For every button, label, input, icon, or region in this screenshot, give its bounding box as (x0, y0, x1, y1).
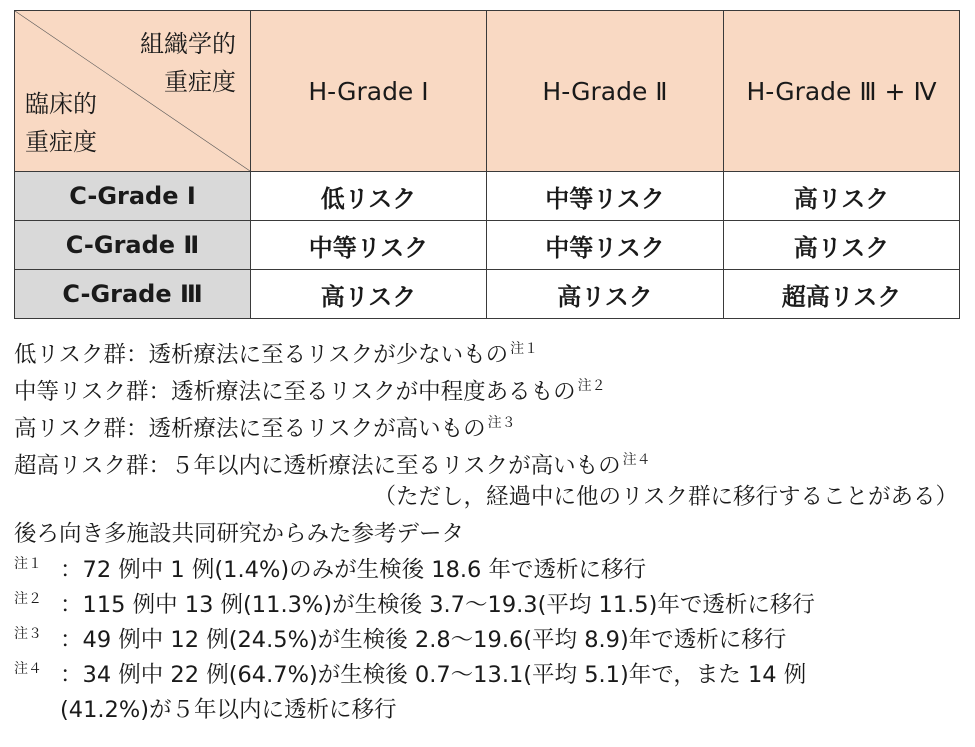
footnote-text: ：115 例中 13 例(11.3%)が生検後 3.7～19.3(平均 11.5)年で透析に移行 (60, 592, 815, 618)
col-header-h-grade-2: H-Grade Ⅱ (487, 11, 724, 172)
table-row (15, 270, 960, 319)
caveat-note: （ただし，経過中に他のリスク群に移行することがある） (373, 484, 958, 510)
risk-definition-text: 中等リスク群：透析療法に至るリスクが中程度あるもの (14, 379, 576, 405)
corner-bottom-line-2: 重症度 (25, 128, 97, 156)
corner-cell (15, 11, 251, 172)
risk-cell: 中等リスク (487, 221, 724, 270)
footnote-3 (14, 623, 962, 658)
footnote-ref: 注１ (510, 341, 539, 357)
row-header-c-grade-3: C-Grade Ⅲ (15, 270, 251, 319)
histological-severity-label (140, 25, 236, 101)
footnote-text: ：72 例中 1 例(1.4%)のみが生検後 18.6 年で透析に移行 (60, 557, 647, 583)
footnote-text: ：49 例中 12 例(24.5%)が生検後 2.8～19.6(平均 8.9)年で透析に移行 (60, 627, 787, 653)
corner-bottom-line-1: 臨床的 (25, 90, 97, 118)
clinical-severity-label (25, 85, 97, 161)
risk-definition-high (14, 405, 962, 442)
footnote-4-continuation: (41.2%)が５年以内に透析に移行 (60, 697, 397, 723)
risk-classification-table (14, 10, 960, 319)
risk-definition-very-high (14, 442, 962, 479)
footnote-ref: 注２ (577, 378, 606, 394)
notes-section (14, 331, 962, 728)
risk-definition-moderate (14, 368, 962, 405)
risk-cell: 超高リスク (724, 270, 960, 319)
reference-data-heading: 後ろ向き多施設共同研究からみた参考データ (14, 521, 465, 547)
risk-definition-text: 超高リスク群：５年以内に透析療法に至るリスクが高いもの (14, 453, 621, 479)
risk-definition-low (14, 331, 962, 368)
footnote-4 (14, 658, 962, 693)
footnote-1 (14, 553, 962, 588)
footnote-ref: 注３ (487, 415, 516, 431)
corner-top-line-1: 組織学的 (140, 30, 236, 58)
risk-definition-text: 高リスク群：透析療法に至るリスクが高いもの (14, 416, 486, 442)
risk-definition-text: 低リスク群：透析療法に至るリスクが少ないもの (14, 342, 509, 368)
footnote-2 (14, 588, 962, 623)
table-row (15, 221, 960, 270)
footnote-ref: 注４ (622, 452, 651, 468)
footnote-mark: 注２ (14, 591, 42, 607)
risk-cell: 高リスク (487, 270, 724, 319)
footnote-mark: 注１ (14, 556, 42, 572)
header-row (15, 11, 960, 172)
col-header-h-grade-1: H-Grade Ⅰ (251, 11, 487, 172)
risk-cell: 高リスク (724, 172, 960, 221)
risk-cell: 中等リスク (251, 221, 487, 270)
row-header-c-grade-2: C-Grade Ⅱ (15, 221, 251, 270)
risk-cell: 低リスク (251, 172, 487, 221)
footnote-mark: 注３ (14, 626, 42, 642)
risk-cell: 高リスク (251, 270, 487, 319)
table-row (15, 172, 960, 221)
corner-top-line-2: 重症度 (164, 68, 236, 96)
col-header-h-grade-3-4: H-Grade Ⅲ + Ⅳ (724, 11, 960, 172)
footnote-mark: 注４ (14, 661, 42, 677)
row-header-c-grade-1: C-Grade Ⅰ (15, 172, 251, 221)
risk-cell: 高リスク (724, 221, 960, 270)
footnote-text: ：34 例中 22 例(64.7%)が生検後 0.7～13.1(平均 5.1)年で，また 14 例 (60, 662, 807, 688)
risk-cell: 中等リスク (487, 172, 724, 221)
